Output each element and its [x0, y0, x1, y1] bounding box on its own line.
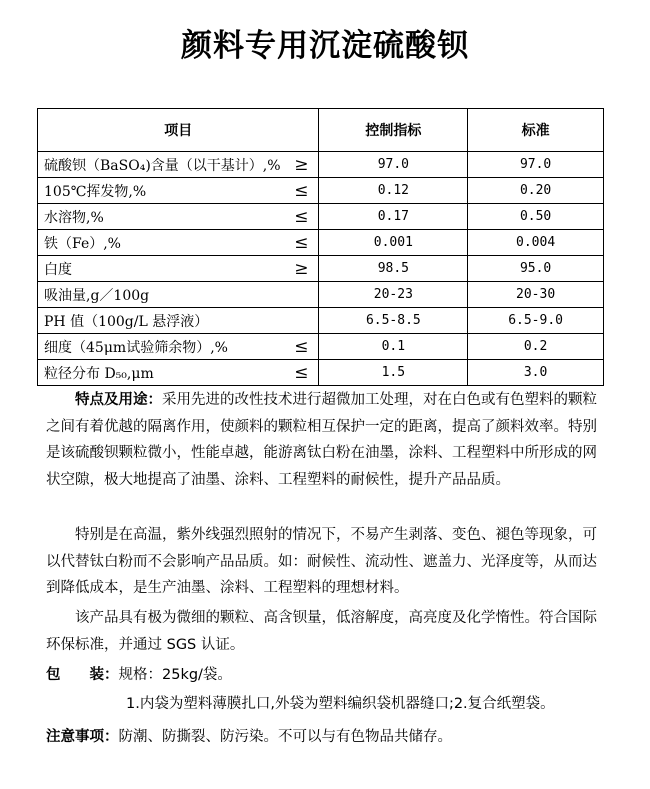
table-row [38, 282, 604, 308]
notes-line [46, 724, 602, 751]
header-control: 控制指标 [319, 109, 468, 152]
item-cell [38, 256, 319, 282]
table-row [38, 334, 604, 360]
notes-label: 注意事项： [46, 729, 119, 745]
standard-value: 6.5-9.0 [468, 308, 604, 334]
item-cell [38, 178, 319, 204]
page-title: 颜料专用沉淀硫酸钡 [181, 28, 469, 64]
standard-value: 3.0 [468, 360, 604, 386]
control-value: 0.1 [319, 334, 468, 360]
standard-value: 0.2 [468, 334, 604, 360]
comparison-symbol: ≤ [294, 206, 309, 227]
table-row [38, 308, 604, 334]
table-row [38, 360, 604, 386]
table-row [38, 230, 604, 256]
packaging-detail: 1.内袋为塑料薄膜扎口,外袋为塑料编织袋机器缝口;2.复合纸塑袋。 [126, 696, 555, 712]
comparison-symbol: ≤ [294, 336, 309, 357]
item-cell [38, 334, 319, 360]
comparison-symbol: ≥ [294, 258, 309, 279]
standard-value: 20-30 [468, 282, 604, 308]
standard-value: 0.004 [468, 230, 604, 256]
table-header-row [38, 109, 604, 152]
header-standard: 标准 [468, 109, 604, 152]
packaging-line [46, 662, 602, 689]
table-row [38, 256, 604, 282]
table-row [38, 178, 604, 204]
item-label: 水溶物,% [44, 209, 104, 226]
item-cell [38, 308, 319, 334]
control-value: 20-23 [319, 282, 468, 308]
item-label: 105℃挥发物,% [44, 183, 147, 200]
packaging-label: 包 装： [46, 667, 119, 683]
item-label: 吸油量,g／100g [44, 287, 150, 304]
features-text: 采用先进的改性技术进行超微加工处理，对在白色或有色塑料的颗粒之间有着优越的隔离作用，使颜料的颗粒相互保护一定的距离，提高了颜料效率。特别是该硫酸钡颗粒微小，性能卓越，能游离钛白粉在油墨，涂料、工程塑料中所形成的网状空隙，极大地提高了油墨、涂料、工程塑料的耐候性，提升产品品质。 [46, 392, 597, 488]
standard-value: 0.50 [468, 204, 604, 230]
comparison-symbol: ≤ [294, 362, 309, 383]
item-cell [38, 230, 319, 256]
table-row [38, 152, 604, 178]
item-cell [38, 152, 319, 178]
item-label: 硫酸钡（BaSO₄)含量（以干基计）,% [44, 157, 281, 174]
header-item: 项目 [38, 109, 319, 152]
standard-value: 95.0 [468, 256, 604, 282]
paragraph-2: 特别是在高温，紫外线强烈照射的情况下，不易产生剥落、变色、褪色等现象，可以代替钛白粉而不会影响产品品质。如：耐候性、流动性、遮盖力、光泽度等，从而达到降低成本，是生产油墨、涂料、工程塑料的理想材料。 [46, 527, 597, 596]
standard-value: 0.20 [468, 178, 604, 204]
control-value: 0.001 [319, 230, 468, 256]
standard-value: 97.0 [468, 152, 604, 178]
spec-table [37, 108, 604, 386]
item-label: 粒径分布 D₅₀,μm [44, 365, 154, 382]
paragraph-3: 该产品具有极为微细的颗粒、高含钡量，低溶解度，高亮度及化学惰性。符合国际环保标准，并通过 SGS 认证。 [46, 610, 597, 653]
control-value: 0.17 [319, 204, 468, 230]
comparison-symbol: ≥ [294, 154, 309, 175]
item-label: 细度（45μm试验筛余物）,% [44, 339, 228, 356]
packaging-spec: 规格：25kg/袋。 [118, 667, 232, 683]
item-cell [38, 282, 319, 308]
control-value: 0.12 [319, 178, 468, 204]
item-label: 铁（Fe）,% [44, 235, 121, 252]
table-row [38, 204, 604, 230]
control-value: 6.5-8.5 [319, 308, 468, 334]
item-cell [38, 204, 319, 230]
item-label: 白度 [44, 261, 72, 278]
notes-text: 防潮、防撕裂、防污染。不可以与有色物品共储存。 [118, 729, 452, 745]
control-value: 97.0 [319, 152, 468, 178]
control-value: 1.5 [319, 360, 468, 386]
item-label: PH 值（100g/L 悬浮液） [44, 313, 209, 330]
features-paragraph [46, 387, 602, 493]
features-label: 特点及用途： [75, 392, 162, 408]
control-value: 98.5 [319, 256, 468, 282]
comparison-symbol: ≤ [294, 180, 309, 201]
item-cell [38, 360, 319, 386]
comparison-symbol: ≤ [294, 232, 309, 253]
